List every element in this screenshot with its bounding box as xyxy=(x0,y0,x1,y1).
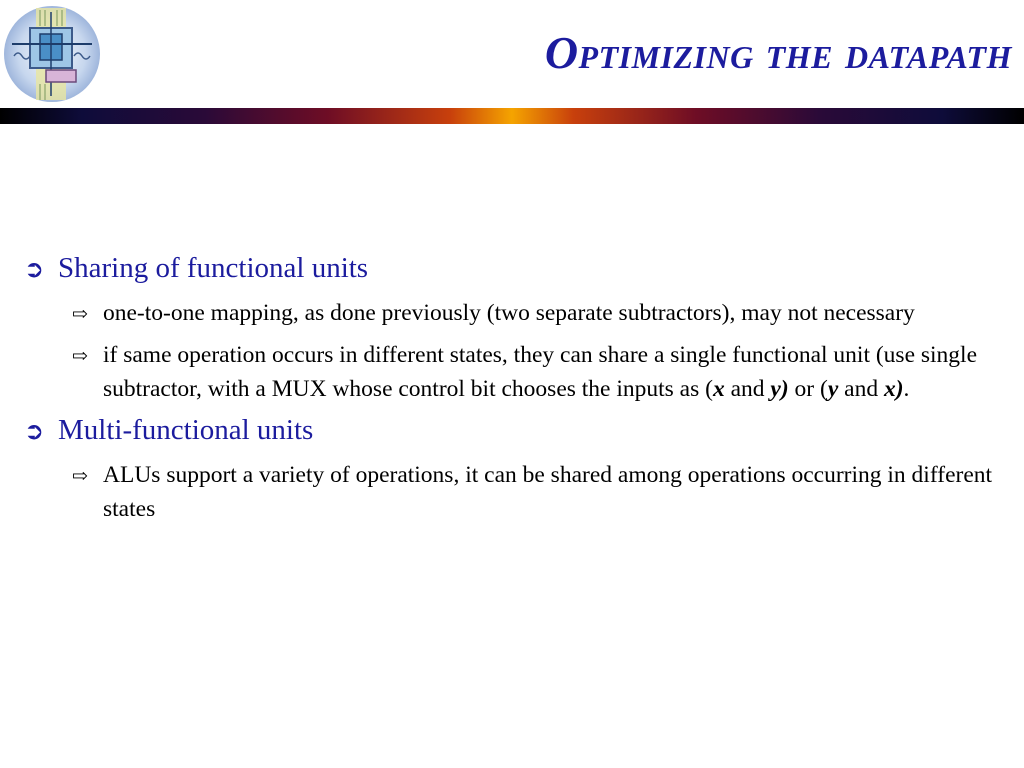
curved-arrow-icon: ➲ xyxy=(24,257,45,283)
subbullet-same-operation xyxy=(72,338,1014,406)
hollow-arrow-icon: ⇨ xyxy=(72,346,88,367)
var-y: y xyxy=(827,376,839,402)
subbullet-text xyxy=(103,338,1014,406)
and-text: and xyxy=(724,376,771,402)
subbullet-alus xyxy=(72,458,1014,526)
end-text: . xyxy=(903,376,910,402)
bullet-label: Sharing of functional units xyxy=(58,252,369,284)
chip-logo-icon xyxy=(2,4,102,104)
var-x: x) xyxy=(883,376,904,402)
or-text: or ( xyxy=(788,376,828,402)
bullet-label: Multi-functional units xyxy=(58,414,314,446)
subbullet-one-to-one xyxy=(72,296,1014,332)
and-text: and xyxy=(838,376,884,402)
bullet-sharing xyxy=(24,250,1014,288)
subbullet-text: one-to-one mapping, as done previously (two separate subtractors), may not necessary xyxy=(103,300,915,326)
title-divider xyxy=(0,108,1024,124)
slide-content xyxy=(24,250,1014,532)
subbullet-text: ALUs support a variety of operations, it can be shared among operations occurring in different states xyxy=(103,462,993,522)
slide-title: Optimizing the datapath xyxy=(544,27,1012,78)
hollow-arrow-icon: ⇨ xyxy=(72,304,88,325)
text-start: if same operation occurs in different states, they can share a single functional unit (use single subtractor, with a MUX whose control bit chooses the inputs as ( xyxy=(103,342,978,402)
var-x: x xyxy=(712,376,725,402)
var-y: y) xyxy=(770,376,789,402)
curved-arrow-icon: ➲ xyxy=(24,419,45,445)
hollow-arrow-icon: ⇨ xyxy=(72,466,88,487)
bullet-multi-functional xyxy=(24,412,1014,450)
